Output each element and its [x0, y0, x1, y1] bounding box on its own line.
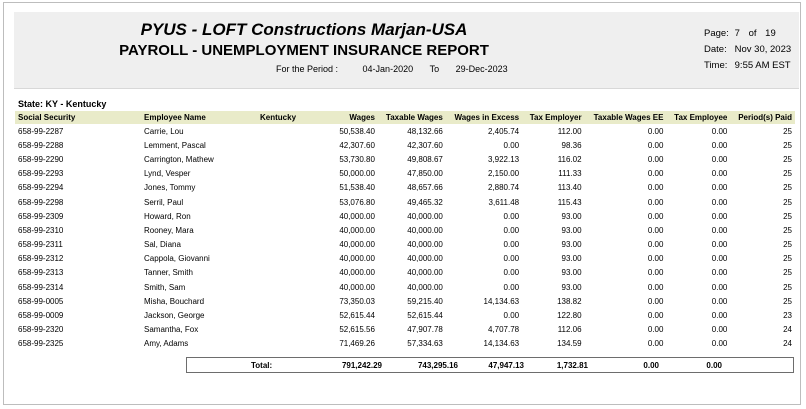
cell-kentucky — [257, 280, 333, 294]
cell-taxable-wages: 57,334.63 — [407, 339, 443, 349]
cell-social-security: 658-99-2294 — [18, 183, 64, 193]
cell-taxable-wages-ee: 0.00 — [647, 169, 664, 179]
cell-tax-employer: 98.36 — [561, 140, 582, 150]
table-row — [15, 323, 795, 337]
cell-employee-name: Lynd, Vesper — [144, 169, 191, 179]
cell-periods-paid: 25 — [783, 211, 792, 221]
cell-tax-employer: 93.00 — [561, 240, 582, 250]
cell-employee-name: Sal, Diana — [144, 240, 181, 250]
cell-kentucky — [257, 238, 333, 252]
cell-social-security: 658-99-2311 — [18, 240, 63, 250]
cell-tax-employer: 93.00 — [561, 211, 582, 221]
table-row — [15, 152, 795, 166]
date-label: Date: — [704, 44, 727, 55]
cell-tax-employer: 112.00 — [557, 126, 582, 136]
page-number: 7 — [734, 28, 740, 39]
cell-taxable-wages-ee: 0.00 — [647, 211, 664, 221]
cell-social-security: 658-99-0009 — [18, 311, 64, 321]
time-label: Time: — [704, 60, 728, 71]
cell-wages-in-excess: 0.00 — [503, 225, 520, 235]
state-heading: State: KY - Kentucky — [18, 99, 107, 109]
date-info — [704, 42, 791, 58]
cell-tax-employee: 0.00 — [711, 126, 728, 136]
cell-social-security: 658-99-2287 — [18, 126, 64, 136]
time-info — [704, 58, 791, 74]
cell-wages-in-excess: 0.00 — [503, 268, 520, 278]
cell-taxable-wages-ee: 0.00 — [647, 254, 664, 264]
report-header — [14, 12, 799, 89]
col-tax-employer: Tax Employer — [522, 111, 584, 124]
cell-tax-employer: 138.82 — [557, 296, 582, 306]
cell-wages-in-excess: 0.00 — [503, 282, 520, 292]
cell-wages: 40,000.00 — [339, 225, 375, 235]
cell-tax-employer: 93.00 — [561, 268, 582, 278]
cell-tax-employee: 0.00 — [711, 197, 728, 207]
cell-periods-paid: 25 — [783, 268, 792, 278]
payroll-table — [15, 111, 795, 351]
cell-social-security: 658-99-2325 — [18, 339, 64, 349]
cell-wages: 40,000.00 — [339, 240, 375, 250]
table-row — [15, 238, 795, 252]
cell-periods-paid: 25 — [783, 183, 792, 193]
col-taxable-wages-ee: Taxable Wages EE — [585, 111, 667, 124]
cell-taxable-wages-ee: 0.00 — [647, 140, 664, 150]
cell-employee-name: Rooney, Mara — [144, 225, 194, 235]
cell-wages-in-excess: 14,134.63 — [483, 296, 520, 306]
table-body — [15, 124, 795, 351]
table-header-row — [15, 111, 795, 124]
cell-employee-name: Carrington, Mathew — [144, 154, 214, 164]
col-tax-employee: Tax Employee — [666, 111, 730, 124]
cell-tax-employer: 93.00 — [561, 254, 582, 264]
cell-kentucky — [257, 181, 333, 195]
cell-taxable-wages: 48,132.66 — [407, 126, 443, 136]
table-row — [15, 337, 795, 351]
cell-taxable-wages: 40,000.00 — [407, 254, 443, 264]
cell-taxable-wages: 40,000.00 — [407, 225, 443, 235]
cell-tax-employee: 0.00 — [711, 296, 728, 306]
cell-periods-paid: 23 — [783, 311, 792, 321]
cell-employee-name: Jones, Tommy — [144, 183, 196, 193]
cell-tax-employee: 0.00 — [711, 254, 728, 264]
table-row — [15, 252, 795, 266]
col-wages-in-excess: Wages in Excess — [446, 111, 522, 124]
cell-employee-name: Carrie, Lou — [144, 126, 184, 136]
cell-taxable-wages-ee: 0.00 — [647, 282, 664, 292]
cell-kentucky — [257, 266, 333, 280]
table-row — [15, 294, 795, 308]
cell-social-security: 658-99-2298 — [18, 197, 64, 207]
cell-taxable-wages-ee: 0.00 — [647, 339, 664, 349]
cell-tax-employer: 116.02 — [557, 154, 582, 164]
totals-label: Total: — [251, 361, 273, 370]
cell-employee-name: Tanner, Smith — [144, 268, 193, 278]
table-row — [15, 138, 795, 152]
totals-row — [186, 357, 794, 373]
cell-wages-in-excess: 2,880.74 — [487, 183, 520, 193]
cell-employee-name: Misha, Bouchard — [144, 296, 205, 306]
cell-taxable-wages: 40,000.00 — [407, 211, 443, 221]
report-period — [276, 64, 508, 74]
cell-periods-paid: 25 — [783, 296, 792, 306]
company-title: PYUS - LOFT Constructions Marjan-USA — [140, 20, 468, 39]
cell-tax-employee: 0.00 — [711, 183, 728, 193]
cell-tax-employee: 0.00 — [711, 169, 728, 179]
page-total: 19 — [765, 28, 776, 39]
cell-periods-paid: 25 — [783, 282, 792, 292]
col-wages: Wages — [333, 111, 378, 124]
period-from: 04-Jan-2020 — [362, 64, 414, 74]
table-row — [15, 280, 795, 294]
cell-kentucky — [257, 138, 333, 152]
cell-employee-name: Jackson, George — [144, 311, 205, 321]
col-periods-paid: Period(s) Paid — [730, 111, 795, 124]
cell-tax-employee: 0.00 — [711, 225, 728, 235]
cell-tax-employee: 0.00 — [711, 154, 728, 164]
cell-taxable-wages: 48,657.66 — [407, 183, 443, 193]
page-of: of — [748, 28, 757, 39]
cell-tax-employer: 111.33 — [558, 169, 582, 179]
cell-periods-paid: 24 — [783, 339, 792, 349]
page-label: Page: — [704, 28, 729, 39]
cell-taxable-wages: 40,000.00 — [407, 268, 443, 278]
page-info — [704, 26, 791, 42]
total-taxable-wages: 743,295.16 — [417, 361, 458, 370]
cell-wages-in-excess: 0.00 — [503, 240, 520, 250]
cell-wages: 42,307.60 — [339, 140, 375, 150]
date-value: Nov 30, 2023 — [734, 44, 792, 55]
total-tax-employee: 0.00 — [706, 361, 722, 370]
cell-taxable-wages: 47,907.78 — [407, 325, 443, 335]
total-taxable-wages-ee: 0.00 — [643, 361, 659, 370]
total-tax-employer: 1,732.81 — [556, 361, 588, 370]
cell-wages: 73,350.03 — [339, 296, 375, 306]
cell-social-security: 658-99-2312 — [18, 254, 64, 264]
cell-taxable-wages: 40,000.00 — [407, 282, 443, 292]
table-row — [15, 209, 795, 223]
cell-social-security: 658-99-0005 — [18, 296, 64, 306]
cell-taxable-wages-ee: 0.00 — [647, 325, 664, 335]
cell-periods-paid: 25 — [783, 140, 792, 150]
col-social-security: Social Security — [15, 111, 141, 124]
cell-employee-name: Smith, Sam — [144, 282, 186, 292]
cell-periods-paid: 25 — [783, 254, 792, 264]
cell-kentucky — [257, 223, 333, 237]
cell-wages-in-excess: 3,611.48 — [488, 197, 520, 207]
cell-taxable-wages: 52,615.44 — [407, 311, 443, 321]
cell-tax-employee: 0.00 — [711, 140, 728, 150]
cell-kentucky — [257, 152, 333, 166]
table-row — [15, 181, 795, 195]
cell-periods-paid: 25 — [783, 154, 792, 164]
cell-taxable-wages-ee: 0.00 — [647, 183, 664, 193]
cell-taxable-wages-ee: 0.00 — [647, 296, 664, 306]
cell-wages: 40,000.00 — [339, 211, 375, 221]
cell-periods-paid: 25 — [783, 225, 792, 235]
cell-kentucky — [257, 323, 333, 337]
cell-tax-employer: 112.06 — [557, 325, 582, 335]
col-taxable-wages: Taxable Wages — [378, 111, 446, 124]
cell-wages: 71,469.26 — [339, 339, 375, 349]
cell-periods-paid: 25 — [783, 197, 792, 207]
table-row — [15, 167, 795, 181]
cell-taxable-wages: 42,307.60 — [407, 140, 443, 150]
col-employee-name: Employee Name — [141, 111, 257, 124]
cell-wages-in-excess: 0.00 — [503, 140, 520, 150]
cell-kentucky — [257, 252, 333, 266]
cell-employee-name: Samantha, Fox — [144, 325, 199, 335]
cell-wages: 52,615.56 — [339, 325, 375, 335]
cell-tax-employer: 122.80 — [557, 311, 582, 321]
cell-kentucky — [257, 195, 333, 209]
table-row — [15, 266, 795, 280]
cell-tax-employee: 0.00 — [711, 325, 728, 335]
cell-taxable-wages-ee: 0.00 — [647, 126, 664, 136]
cell-tax-employee: 0.00 — [711, 268, 728, 278]
cell-taxable-wages-ee: 0.00 — [647, 154, 664, 164]
cell-employee-name: Lemment, Pascal — [144, 140, 206, 150]
cell-taxable-wages-ee: 0.00 — [647, 225, 664, 235]
cell-kentucky — [257, 124, 333, 138]
cell-wages: 51,538.40 — [339, 183, 375, 193]
cell-social-security: 658-99-2310 — [18, 225, 64, 235]
cell-wages: 50,000.00 — [339, 169, 375, 179]
cell-wages: 52,615.44 — [339, 311, 375, 321]
cell-tax-employer: 115.43 — [557, 197, 582, 207]
report-title: PAYROLL - UNEMPLOYMENT INSURANCE REPORT — [119, 42, 489, 59]
cell-social-security: 658-99-2288 — [18, 140, 64, 150]
cell-kentucky — [257, 209, 333, 223]
cell-taxable-wages-ee: 0.00 — [647, 311, 664, 321]
cell-wages-in-excess: 3,922.13 — [487, 154, 520, 164]
cell-social-security: 658-99-2320 — [18, 325, 64, 335]
cell-taxable-wages: 59,215.40 — [407, 296, 443, 306]
cell-taxable-wages: 49,465.32 — [407, 197, 443, 207]
period-to-label: To — [429, 64, 440, 74]
cell-wages-in-excess: 4,707.78 — [487, 325, 520, 335]
cell-wages-in-excess: 0.00 — [503, 254, 520, 264]
table-row — [15, 124, 795, 138]
cell-wages: 50,538.40 — [339, 126, 375, 136]
cell-kentucky — [257, 337, 333, 351]
cell-tax-employer: 134.59 — [557, 339, 582, 349]
cell-social-security: 658-99-2290 — [18, 154, 64, 164]
cell-wages-in-excess: 2,150.00 — [487, 169, 520, 179]
cell-tax-employer: 93.00 — [561, 225, 582, 235]
cell-social-security: 658-99-2313 — [18, 268, 64, 278]
cell-wages: 40,000.00 — [339, 282, 375, 292]
cell-taxable-wages: 47,850.00 — [407, 169, 443, 179]
total-wages-in-excess: 47,947.13 — [488, 361, 524, 370]
table-row — [15, 195, 795, 209]
cell-taxable-wages-ee: 0.00 — [647, 268, 664, 278]
cell-periods-paid: 25 — [783, 240, 792, 250]
cell-taxable-wages: 40,000.00 — [407, 240, 443, 250]
cell-taxable-wages-ee: 0.00 — [647, 240, 664, 250]
cell-kentucky — [257, 294, 333, 308]
cell-tax-employee: 0.00 — [711, 240, 728, 250]
cell-tax-employee: 0.00 — [711, 282, 728, 292]
table-row — [15, 223, 795, 237]
cell-wages: 53,076.80 — [339, 197, 375, 207]
cell-wages-in-excess: 0.00 — [503, 211, 520, 221]
cell-employee-name: Howard, Ron — [144, 211, 191, 221]
time-value: 9:55 AM EST — [734, 60, 791, 71]
cell-wages-in-excess: 2,405.74 — [487, 126, 520, 136]
cell-periods-paid: 25 — [783, 169, 792, 179]
cell-wages: 40,000.00 — [339, 268, 375, 278]
cell-taxable-wages: 49,808.67 — [407, 154, 443, 164]
cell-tax-employer: 113.40 — [557, 183, 582, 193]
cell-tax-employee: 0.00 — [711, 311, 728, 321]
col-kentucky: Kentucky — [257, 111, 333, 124]
cell-tax-employee: 0.00 — [711, 211, 728, 221]
cell-kentucky — [257, 308, 333, 322]
cell-social-security: 658-99-2293 — [18, 169, 64, 179]
period-to: 29-Dec-2023 — [455, 64, 508, 74]
report-meta — [704, 26, 791, 74]
cell-social-security: 658-99-2314 — [18, 282, 64, 292]
cell-wages: 40,000.00 — [339, 254, 375, 264]
cell-wages: 53,730.80 — [339, 154, 375, 164]
cell-tax-employee: 0.00 — [711, 339, 728, 349]
cell-employee-name: Cappola, Giovanni — [144, 254, 210, 264]
cell-employee-name: Amy, Adams — [144, 339, 189, 349]
cell-periods-paid: 25 — [783, 126, 792, 136]
cell-wages-in-excess: 0.00 — [503, 311, 520, 321]
cell-taxable-wages-ee: 0.00 — [647, 197, 664, 207]
cell-employee-name: Serril, Paul — [144, 197, 184, 207]
cell-kentucky — [257, 167, 333, 181]
period-label: For the Period : — [276, 64, 339, 74]
cell-tax-employer: 93.00 — [561, 282, 582, 292]
total-wages: 791,242.29 — [341, 361, 382, 370]
cell-periods-paid: 24 — [783, 325, 792, 335]
table-row — [15, 308, 795, 322]
report-frame — [3, 2, 801, 405]
cell-social-security: 658-99-2309 — [18, 211, 64, 221]
cell-wages-in-excess: 14,134.63 — [483, 339, 520, 349]
